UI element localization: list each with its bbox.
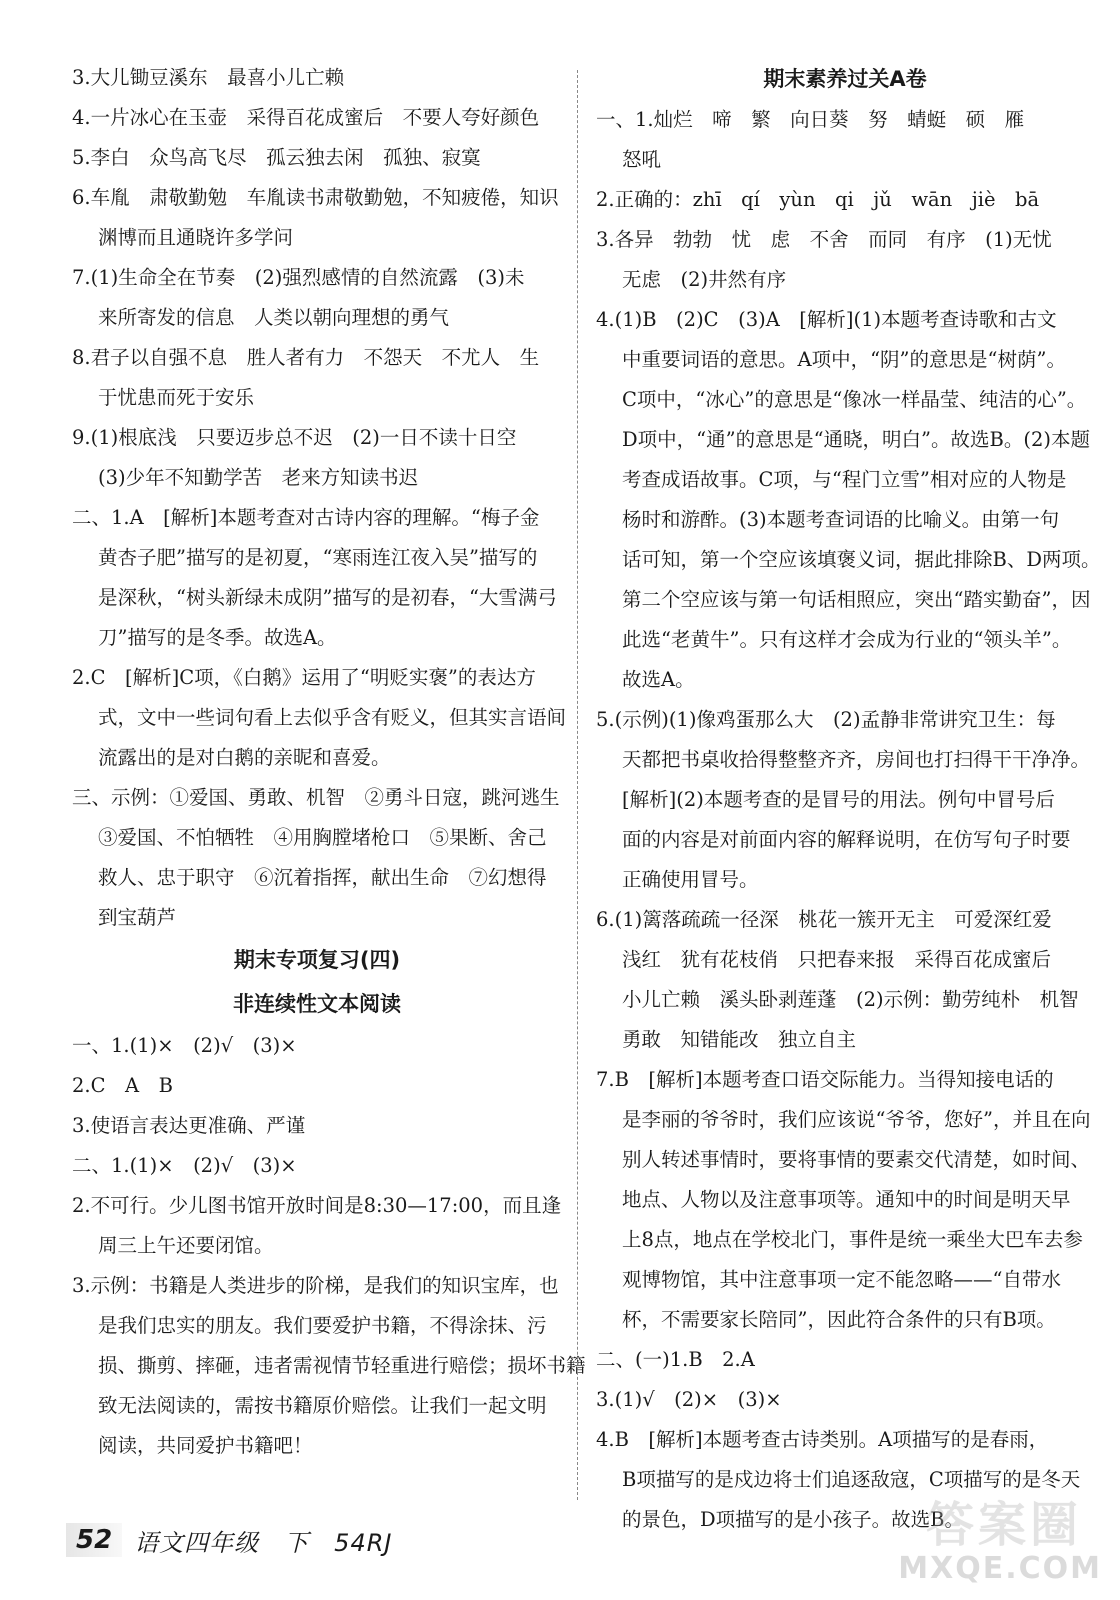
answer-line: C项中，“冰心”的意思是“像冰一样晶莹、纯洁的心”。 bbox=[622, 388, 1087, 411]
answer-line: 阅读，共同爱护书籍吧！ bbox=[98, 1434, 313, 1457]
answer-line: 6.(1)篱落疏疏一径深 桃花一簇开无主 可爱深红爱 bbox=[596, 908, 1052, 931]
answer-line: 一、1.(1)× (2)√ (3)× bbox=[72, 1034, 297, 1057]
answer-line: 来所寄发的信息 人类以朝向理想的勇气 bbox=[98, 306, 450, 329]
answer-line: 2.C [解析]C项，《白鹅》运用了“明贬实褒”的表达方 bbox=[72, 666, 536, 689]
answer-line: 3.大儿锄豆溪东 最喜小儿亡赖 bbox=[72, 66, 345, 89]
answer-line: 7.B [解析]本题考查口语交际能力。当得知接电话的 bbox=[596, 1068, 1054, 1091]
answer-line: 第二个空应该与第一句话相照应，突出“踏实勤奋”，因 bbox=[622, 588, 1091, 611]
answer-line: 怒吼 bbox=[622, 148, 662, 171]
watermark bbox=[882, 1486, 1102, 1586]
answer-line: 正确使用冒号。 bbox=[622, 868, 759, 891]
answer-line: 观博物馆，其中注意事项一定不能忽略——“自带水 bbox=[622, 1268, 1061, 1291]
answer-item bbox=[596, 1060, 1094, 1340]
footer-subject: 语文四年级 下 54RJ bbox=[134, 1528, 393, 1557]
answer-line: 4.(1)B (2)C (3)A [解析](1)本题考查诗歌和古文 bbox=[596, 308, 1057, 331]
answer-line: 无虑 (2)井然有序 bbox=[622, 268, 787, 291]
answer-item bbox=[596, 220, 1094, 300]
section-heading-exam-a: 期末素养过关A卷 bbox=[763, 67, 927, 91]
right-answer-list bbox=[596, 100, 1101, 1540]
answer-item bbox=[72, 1106, 562, 1146]
answer-line: 上8点，地点在学校北门，事件是统一乘坐大巴车去参 bbox=[622, 1228, 1083, 1251]
answer-line: D项中，“通”的意思是“通晓，明白”。故选B。(2)本题 bbox=[622, 428, 1090, 451]
answer-line: 4.B [解析]本题考查古诗类别。A项描写的是春雨， bbox=[596, 1428, 1049, 1451]
answer-item bbox=[72, 98, 562, 138]
answer-line: 9.(1)根底浅 只要迈步总不迟 (2)一日不读十日空 bbox=[72, 426, 517, 449]
answer-item bbox=[72, 58, 562, 98]
answer-line: 杯，不需要家长陪同”，因此符合条件的只有B项。 bbox=[622, 1308, 1056, 1331]
answer-line: 一、1.灿烂 啼 繁 向日葵 努 蜻蜓 硕 雁 bbox=[596, 108, 1025, 131]
answer-line: 二、1.(1)× (2)√ (3)× bbox=[72, 1154, 297, 1177]
answer-item bbox=[72, 258, 562, 338]
answer-line: 损、撕剪、摔砸，违者需视情节轻重进行赔偿；损坏书籍 bbox=[98, 1354, 586, 1377]
answer-item bbox=[72, 1026, 562, 1066]
watermark-logo: 答案圈 bbox=[925, 1497, 1082, 1553]
page-number: 52 bbox=[66, 1523, 122, 1557]
section-heading-review: 期末专项复习(四) bbox=[233, 948, 401, 972]
answer-line: 式，文中一些词句看上去似乎含有贬义，但其实言语间 bbox=[98, 706, 567, 729]
answer-item bbox=[72, 338, 562, 418]
answer-line: 中重要词语的意思。A项中，“阴”的意思是“树荫”。 bbox=[622, 348, 1066, 371]
answer-item bbox=[596, 300, 1101, 700]
answer-line: 5.李白 众鸟高飞尽 孤云独去闲 孤独、寂寞 bbox=[72, 146, 481, 169]
answer-line: 5.(示例)(1)像鸡蛋那么大 (2)孟静非常讲究卫生：每 bbox=[596, 708, 1056, 731]
answer-line: 三、示例：①爱国、勇敢、机智 ②勇斗日寇，跳河逃生 bbox=[72, 786, 560, 809]
answer-item bbox=[72, 418, 562, 498]
answer-line: 天都把书桌收拾得整整齐齐，房间也打扫得干干净净。 bbox=[622, 748, 1091, 771]
answer-line: 话可知，第一个空应该填褒义词，据此排除B、D两项。 bbox=[622, 548, 1101, 571]
answer-line: 是我们忠实的朋友。我们要爱护书籍，不得涂抹、污 bbox=[98, 1314, 547, 1337]
answer-line: 渊博而且通晓许多学问 bbox=[98, 226, 294, 249]
answer-item bbox=[596, 1340, 1094, 1380]
left-column bbox=[72, 58, 586, 1466]
answer-line: 刀”描写的是冬季。故选A。 bbox=[98, 626, 337, 649]
answer-item bbox=[72, 1146, 562, 1186]
answer-line: 7.(1)生命全在节奏 (2)强烈感情的自然流露 (3)未 bbox=[72, 266, 525, 289]
answer-item bbox=[72, 658, 567, 778]
column-divider bbox=[577, 70, 578, 1500]
answer-line: 2.C A B bbox=[72, 1074, 173, 1097]
answer-line: 是深秋，“树头新绿未成阴”描写的是初春，“大雪满弓 bbox=[98, 586, 557, 609]
right-column bbox=[596, 58, 1101, 1540]
answer-line: 3.示例：书籍是人类进步的阶梯，是我们的知识宝库，也 bbox=[72, 1274, 559, 1297]
left-answer-list-2 bbox=[72, 1026, 586, 1466]
answer-item bbox=[72, 1266, 586, 1466]
answer-line: 面的内容是对前面内容的解释说明，在仿写句子时要 bbox=[622, 828, 1071, 851]
answer-line: 小儿亡赖 溪头卧剥莲蓬 (2)示例：勤劳纯朴 机智 bbox=[622, 988, 1079, 1011]
answer-item bbox=[596, 100, 1094, 180]
answer-line: 8.君子以自强不息 胜人者有力 不怨天 不尤人 生 bbox=[72, 346, 540, 369]
answer-item bbox=[72, 178, 562, 258]
answer-line: 救人、忠于职守 ⑥沉着指挥，献出生命 ⑦幻想得 bbox=[98, 866, 547, 889]
answer-item bbox=[596, 180, 1094, 220]
answer-item bbox=[596, 900, 1094, 1060]
answer-line: 致无法阅读的，需按书籍原价赔偿。让我们一起文明 bbox=[98, 1394, 547, 1417]
answer-line: 流露出的是对白鹅的亲昵和喜爱。 bbox=[98, 746, 391, 769]
answer-line: 6.车胤 肃敬勤勉 车胤读书肃敬勤勉，不知疲倦，知识 bbox=[72, 186, 559, 209]
answer-item bbox=[596, 700, 1094, 900]
answer-item bbox=[72, 1066, 562, 1106]
answer-line: ③爱国、不怕牺牲 ④用胸膛堵枪口 ⑤果断、舍己 bbox=[98, 826, 547, 849]
answer-line: 2.正确的：zhī qí yùn qi jǔ wān jiè bā bbox=[596, 188, 1040, 211]
answer-line: 于忧患而死于安乐 bbox=[98, 386, 255, 409]
answer-line: 2.不可行。少儿图书馆开放时间是8:30—17:00，而且逢 bbox=[72, 1194, 562, 1217]
answer-line: 4.一片冰心在玉壶 采得百花成蜜后 不要人夸好颜色 bbox=[72, 106, 540, 129]
answer-line: [解析](2)本题考查的是冒号的用法。例句中冒号后 bbox=[622, 788, 1055, 811]
answer-item bbox=[596, 1380, 1094, 1420]
answer-item bbox=[72, 498, 562, 658]
answer-line: (3)少年不知勤学苦 老来方知读书迟 bbox=[98, 466, 419, 489]
answer-line: 3.(1)√ (2)× (3)× bbox=[596, 1388, 782, 1411]
answer-line: 周三上午还要闭馆。 bbox=[98, 1234, 274, 1257]
page-footer bbox=[66, 1520, 392, 1560]
answer-item bbox=[72, 778, 562, 938]
answer-item bbox=[72, 1186, 562, 1266]
left-answer-list bbox=[72, 58, 567, 938]
section-subheading-nonfiction: 非连续性文本阅读 bbox=[233, 992, 401, 1016]
answer-line: 到宝葫芦 bbox=[98, 906, 177, 929]
answer-line: 黄杏子肥”描写的是初夏，“寒雨连江夜入吴”描写的 bbox=[98, 546, 538, 569]
answer-line: 是李丽的爷爷时，我们应该说“爷爷，您好”，并且在向 bbox=[622, 1108, 1091, 1131]
answer-line: 别人转述事情时，要将事情的要素交代清楚，如时间、 bbox=[622, 1148, 1091, 1171]
answer-line: 二、(一)1.B 2.A bbox=[596, 1348, 755, 1371]
answer-line: 勇敢 知错能改 独立自主 bbox=[622, 1028, 857, 1051]
answer-line: 3.使语言表达更准确、严谨 bbox=[72, 1114, 306, 1137]
answer-line: 的景色，D项描写的是小孩子。故选B。 bbox=[622, 1508, 964, 1531]
answer-line: 浅红 犹有花枝俏 只把春来报 采得百花成蜜后 bbox=[622, 948, 1052, 971]
answer-line: 二、1.A [解析]本题考查对古诗内容的理解。“梅子金 bbox=[72, 506, 540, 529]
answer-line: 故选A。 bbox=[622, 668, 695, 691]
answer-line: 此选“老黄牛”。只有这样才会成为行业的“领头羊”。 bbox=[622, 628, 1072, 651]
answer-line: 地点、人物以及注意事项等。通知中的时间是明天早 bbox=[622, 1188, 1071, 1211]
answer-item bbox=[72, 138, 562, 178]
watermark-url: MXQE.COM bbox=[898, 1551, 1102, 1586]
answer-line: 考查成语故事。C项，与“程门立雪”相对应的人物是 bbox=[622, 468, 1067, 491]
answer-line: 杨时和游酢。(3)本题考查词语的比喻义。由第一句 bbox=[622, 508, 1060, 531]
answer-line: B项描写的是戍边将士们追逐敌寇，C项描写的是冬天 bbox=[622, 1468, 1081, 1491]
answer-line: 3.各异 勃勃 忧 虑 不舍 而同 有序 (1)无忧 bbox=[596, 228, 1052, 251]
